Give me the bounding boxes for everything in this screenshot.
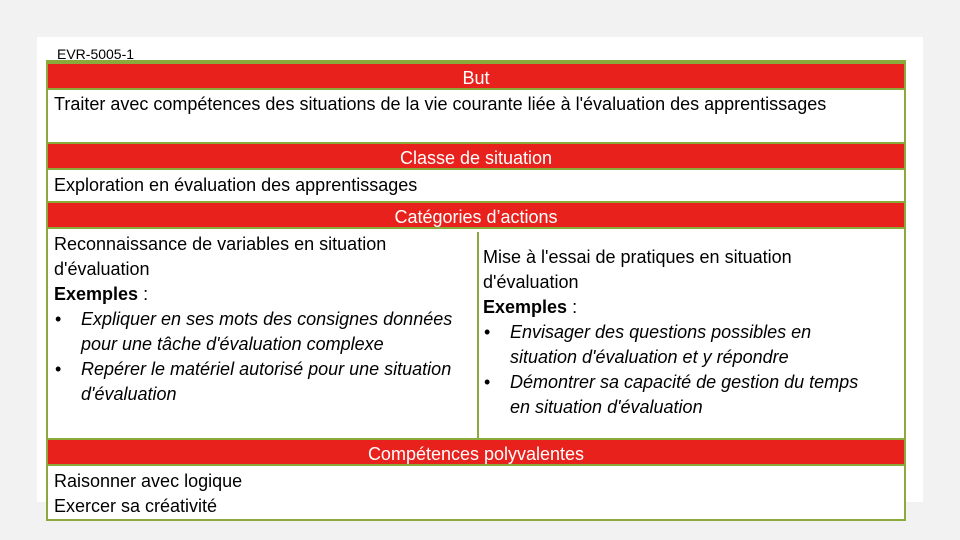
left-example-list (54, 307, 454, 407)
bullet-icon: • (484, 322, 491, 342)
categories-header: Catégories d’actions (48, 201, 904, 229)
competence-item: Exercer sa créativité (54, 496, 218, 516)
document-code: EVR-5005-1 (57, 46, 135, 62)
classe-text: Exploration en évaluation des apprentissages (54, 175, 418, 195)
column-divider (477, 232, 479, 438)
left-examples-label: Exemples : (54, 284, 149, 304)
list-item: • Démontrer sa capacité de gestion du temps en situation d'évaluation (484, 372, 859, 417)
right-example-list (483, 320, 883, 420)
competences-header: Compétences polyvalentes (48, 438, 904, 466)
bullet-icon: • (55, 309, 62, 329)
competences-list (48, 469, 904, 519)
list-item: • Envisager des questions possibles en situation d'évaluation et y répondre (484, 322, 812, 367)
list-item: • Repérer le matériel autorisé pour une situation d'évaluation (55, 359, 452, 404)
competency-table (46, 60, 906, 521)
bullet-icon: • (55, 359, 62, 379)
bullet-icon: • (484, 372, 491, 392)
competence-item: Raisonner avec logique (54, 471, 243, 491)
but-header: But (48, 62, 904, 90)
right-examples-label: Exemples : (483, 297, 578, 317)
right-title: Mise à l'essai de pratiques en situation d'évaluation (483, 247, 792, 292)
list-item: • Expliquer en ses mots des consignes données pour une tâche d'évaluation complexe (55, 309, 453, 354)
classe-header: Classe de situation (48, 142, 904, 170)
categories-right-column (483, 245, 883, 420)
left-title: Reconnaissance de variables en situation d'évaluation (54, 234, 387, 279)
but-text: Traiter avec compétences des situations de la vie courante liée à l'évaluation des apprentissages (54, 94, 827, 114)
categories-left-column (54, 232, 454, 407)
